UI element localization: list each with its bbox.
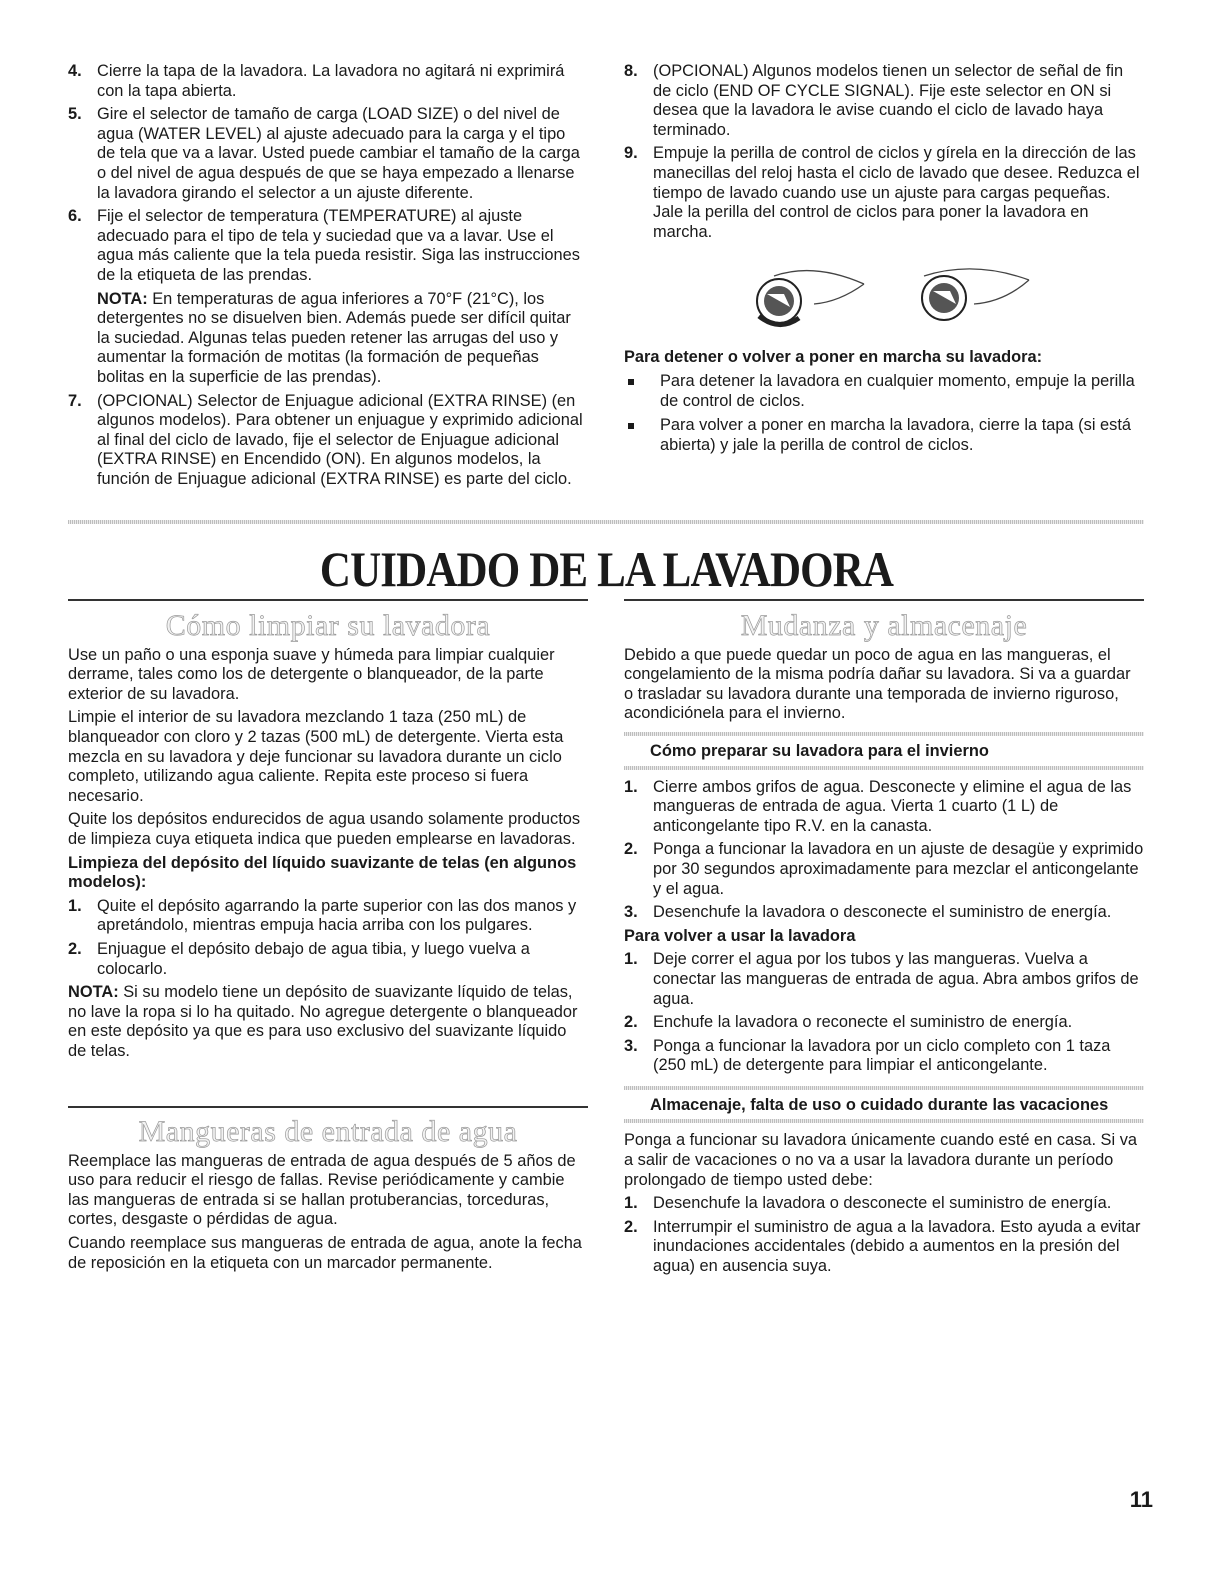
step-number: 3. [624,903,638,922]
push-knob-hand-icon [757,271,864,325]
hoses-section [68,1110,588,1277]
step-number: 1. [68,896,82,915]
step-4 [68,62,588,101]
step-text: (OPCIONAL) Algunos modelos tienen un selector de señal de fin de ciclo (END OF CYCLE SIGNAL). Fije este selector en ON si desea que la lavadora le avise cuando el ciclo de lavado haya terminado. [653,62,1124,139]
section-title-cleaning: Cómo limpiar su lavadora [165,609,491,642]
note-text: En temperaturas de agua inferiores a 70°F (21°C), los detergentes no se disuelven bien. Además puede ser difícil quitar la suciedad. Algunas telas pueden retener las arrugas del uso y aumentar la formación de motitas (la formación de pequeñas bolitas en la superficie de las prendas). [97,289,571,386]
section-title-moving: Mudanza y almacenaje [740,609,1028,642]
paragraph: Limpie el interior de su lavadora mezclando 1 taza (250 mL) de blanqueador con cloro y 2 tazas (500 mL) de detergente. Vierta esta mezcla en su lavadora y deje funcionar su lavadora durante un ciclo completo, utilizando agua caliente. Repita este proceso si fuera necesario. [68,708,564,805]
step-text: Interrumpir el suministro de agua a la lavadora. Esto ayuda a evitar inundaciones accidentales (debido a aumentos en la presión del agua) en ausencia suya. [653,1217,1141,1276]
knob-illustration [624,254,1144,342]
left-section-rule [68,599,588,601]
step-number: 1. [624,950,638,969]
bullet-text: Para detener la lavadora en cualquier momento, empuje la perilla de control de ciclos. [660,371,1135,410]
note-text: Si su modelo tiene un depósito de suavizante líquido de telas, no lave la ropa si lo ha quitado. No agregue detergente o blanqueador en este depósito ya que es para uso exclusivo del suavizante líquido de telas. [68,983,578,1060]
step-text: Desenchufe la lavadora o desconecte el suministro de energía. [653,903,1112,922]
step-number: 6. [68,207,82,226]
step-item [624,1037,1144,1076]
step-number: 2. [624,1013,638,1032]
step-item [68,940,588,979]
step-number: 7. [68,391,82,410]
reuse-heading: Para volver a usar la lavadora [624,926,856,945]
paragraph: Ponga a funcionar su lavadora únicamente cuando esté en casa. Si va a salir de vacaciones o no va a usar la lavadora durante un período prolongado de tiempo usted debe: [624,1131,1137,1189]
step-number: 5. [68,105,82,124]
step-number: 9. [624,144,638,163]
step-item [624,1013,1144,1033]
page-number: 11 [1129,1487,1153,1512]
step-text: Desenchufe la lavadora o desconecte el suministro de energía. [653,1194,1112,1213]
step-number: 8. [624,62,638,80]
step-text: Enjuague el depósito debajo de agua tibia, y luego vuelva a colocarlo. [97,939,530,978]
step-8 [624,62,1144,140]
softener-steps [68,897,588,979]
bullet-item [624,416,1144,455]
step-number: 2. [68,939,82,958]
temperature-note [97,290,588,388]
winter-heading-bottom-rule [624,766,1144,770]
step-number: 3. [624,1036,638,1055]
winter-steps [624,778,1144,923]
top-left-column [68,62,588,493]
pull-knob-hand-icon [922,269,1029,320]
step-text: Cierre ambos grifos de agua. Desconecte y elimine el agua de las mangueras de entrada de agua. Vierta 1 cuarto (1 L) de anticongelante tipo R.V. en la canasta. [653,777,1132,835]
note-label: NOTA: [68,983,119,1002]
hoses-section-rule [68,1106,588,1108]
step-number: 2. [624,1217,638,1236]
storage-heading-bottom-rule [624,1119,1144,1123]
knob-push-pull-illustration [624,254,1144,342]
step-9 [624,144,1144,242]
step-item [624,840,1144,899]
paragraph: Cuando reemplace sus mangueras de entrada de agua, anote la fecha de reposición en la etiqueta con un marcador permanente. [68,1233,582,1272]
section-title-hoses: Mangueras de entrada de agua [138,1115,518,1148]
step-text: Enchufe la lavadora o reconecte el suministro de energía. [653,1013,1073,1032]
winter-heading: Cómo preparar su lavadora para el invierno [650,741,989,760]
bullet-square-icon [628,423,634,429]
step-5 [68,105,588,203]
step-text: Gire el selector de tamaño de carga (LOAD SIZE) o del nivel de agua (WATER LEVEL) al ajuste adecuado para la carga y el tipo de tela que va a lavar. Usted puede cambiar el tamaño de la carga o del nivel de agua después de que se haya empezado a llenarse la lavadora girando el selector a un ajuste diferente. [97,105,580,202]
stop-restart-heading: Para detener o volver a poner en marcha su lavadora: [624,348,1043,367]
step-item [68,897,588,936]
paragraph: Quite los depósitos endurecidos de agua usando solamente productos de limpieza cuya etiqueta indica que pueden emplearse en lavadoras. [68,810,581,848]
bullet-item [624,372,1144,411]
top-separator [68,520,1144,524]
stop-restart-bullets [624,372,1144,455]
storage-heading: Almacenaje, falta de uso o cuidado durante las vacaciones [650,1095,1109,1114]
right-section-rule [624,599,1144,601]
step-text: Empuje la perilla de control de ciclos y gírela en la dirección de las manecillas del reloj hasta el ciclo de lavado que desee. Reduzca el tiempo de lavado cuando use un ajuste para cargas pequeñas. Jale la perilla del control de ciclos para poner la lavadora en marcha. [653,144,1140,241]
instruction-steps-4-7 [68,62,588,489]
note-label: NOTA: [97,289,148,308]
step-6 [68,207,588,387]
paragraph: Use un paño o una esponja suave y húmeda para limpiar cualquier derrame, tales como los de detergente o blanqueador, de la parte exterior de su lavadora. [68,645,555,703]
step-text: Quite el depósito agarrando la parte superior con las dos manos y apretándolo, mientras empuja hacia arriba con los pulgares. [97,896,577,935]
bullet-square-icon [628,379,634,385]
step-text: Ponga a funcionar la lavadora en un ajuste de desagüe y exprimido por 30 segundos aproximadamente para mezclar el anticongelante y el agua. [653,840,1144,898]
step-number: 2. [624,840,638,859]
step-number: 1. [624,1194,638,1213]
step-text: (OPCIONAL) Selector de Enjuague adicional (EXTRA RINSE) (en algunos modelos). Para obtener un enjuague y exprimido adicional al final del ciclo de lavado, fije el selector de Enjuague adicional (EXTRA RINSE) en Encendido (ON). En algunos modelos, la función de Enjuague adicional (EXTRA RINSE) es parte del ciclo. [97,391,583,488]
step-item [624,1218,1144,1277]
reuse-steps [624,950,1144,1076]
step-text: Fije el selector de temperatura (TEMPERATURE) al ajuste adecuado para el tipo de tela y suciedad que va a lavar. Use el agua más caliente que la tela pueda resistir. Siga las instrucciones de la etiqueta de las prendas. [97,207,580,284]
step-text: Ponga a funcionar la lavadora por un ciclo completo con 1 taza (250 mL) de detergente para limpiar el anticongelante. [653,1036,1111,1075]
paragraph: Reemplace las mangueras de entrada de agua después de 5 años de uso para reducir el riesgo de fallas. Revise periódicamente y cambie las mangueras de entrada si se hallan protuberancias, torceduras, cortes, desgaste o pérdidas de agua. [68,1151,576,1229]
step-text: Cierre la tapa de la lavadora. La lavadora no agitará ni exprimirá con la tapa abierta. [97,62,565,100]
step-number: 4. [68,62,82,80]
paragraph: Debido a que puede quedar un poco de agua en las mangueras, el congelamiento de la misma podría dañar su lavadora. Si va a guardar o trasladar su lavadora durante una temporada de invierno riguroso, acondiciónela para el invierno. [624,645,1131,723]
bullet-text: Para volver a poner en marcha la lavadora, cierre la tapa (si está abierta) y jale la perilla de control de ciclos. [660,416,1132,454]
softener-dispenser-heading: Limpieza del depósito del líquido suavizante de telas (en algunos modelos): [68,853,577,892]
moving-storage-section [624,604,1144,1281]
instruction-steps-8-9 [624,62,1144,242]
step-7 [68,392,588,490]
step-item [624,950,1144,1009]
main-title: CUIDADO DE LA LAVADORA [319,541,894,597]
step-number: 1. [624,777,638,796]
storage-steps [624,1194,1144,1276]
top-right-column [624,62,1144,461]
step-text: Deje correr el agua por los tubos y las mangueras. Vuelva a conectar las mangueras de entrada de agua. Abra ambos grifos de agua. [653,950,1139,1008]
step-item [624,1194,1144,1214]
step-item [624,903,1144,923]
cleaning-section [68,604,588,1065]
step-item [624,778,1144,837]
softener-note [68,983,588,1061]
